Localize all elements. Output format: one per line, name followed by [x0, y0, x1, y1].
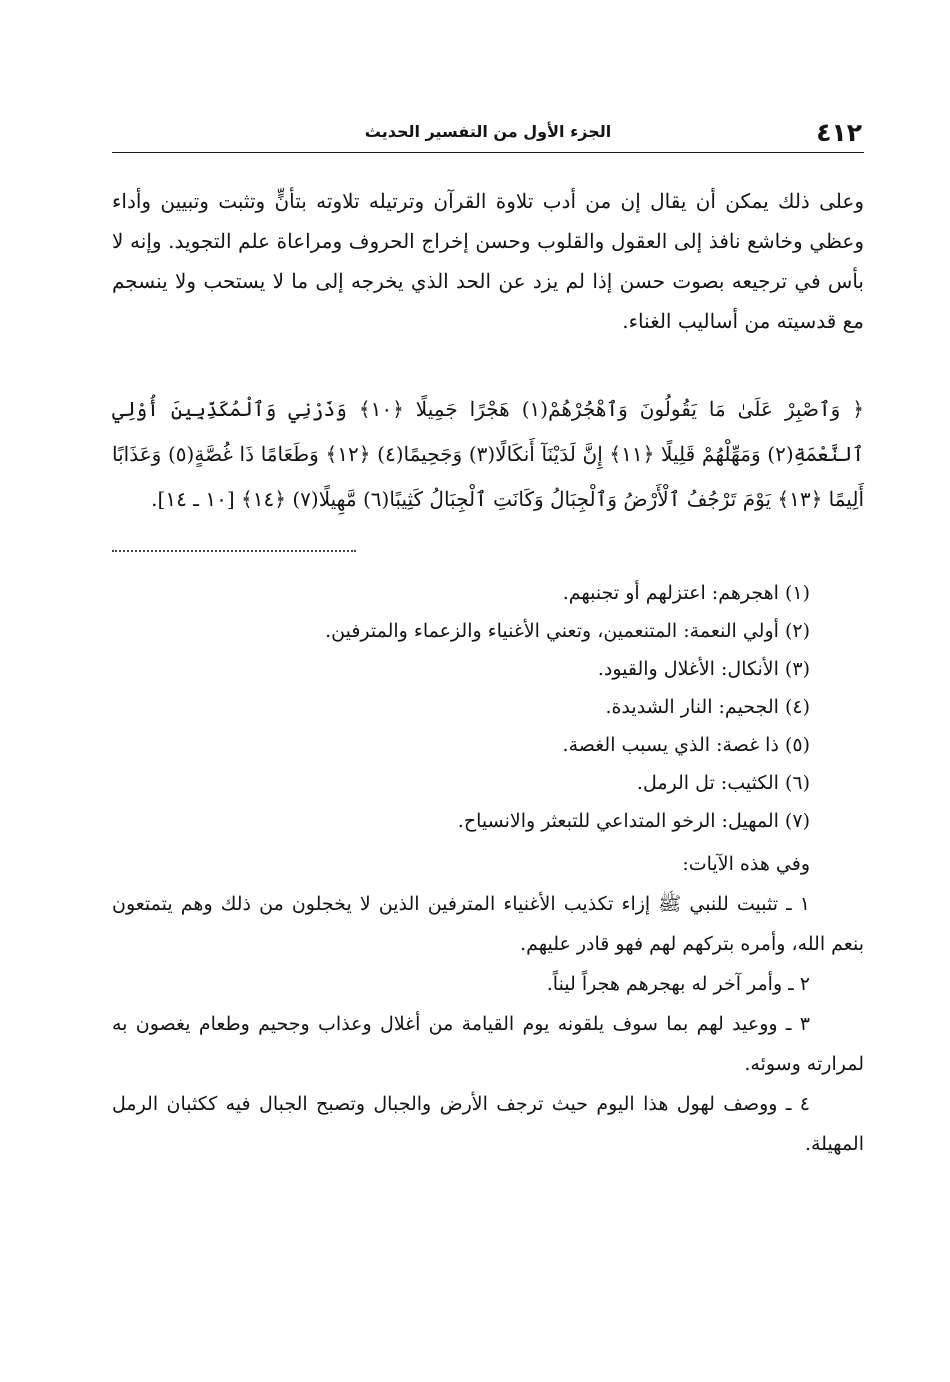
- footnote-item: (٦) الكثيب: تل الرمل.: [636, 772, 810, 794]
- point-item: ٣ ـ ووعيد لهم بما سوف يلقونه يوم القيامة من أغلال وعذاب وجحيم وطعام يغصون به لمرارته وسوئه.: [112, 1013, 864, 1075]
- running-title: الجزء الأول من التفسير الحديث: [364, 122, 612, 141]
- footnote-item: (٢) أولي النعمة: المتنعمين، وتعني الأغنياء والزعماء والمترفين.: [325, 620, 810, 642]
- quran-verse-block: ﴿ وَٱصْبِرْ عَلَىٰ مَا يَقُولُونَ وَٱهْجُرْهُمْ(١) هَجْرًا جَمِيلًا ﴿١٠﴾ وَذَرْنِي وَٱلْمُكَذِّبِينَ أُوْلِي ٱلنَّعْمَةِ(٢) وَمَهِّلْهُمْ قَلِيلًا ﴿١١﴾ إِنَّ لَدَيْنَآ أَنكَالًا(٣) وَجَحِيمًا(٤) ﴿١٢﴾ وَطَعَامًا ذَا غُصَّةٍ(٥) وَعَذَابًا أَلِيمًا ﴿١٣﴾ يَوْمَ تَرْجُفُ ٱلْأَرْضُ وَٱلْجِبَالُ وَكَانَتِ ٱلْجِبَالُ كَثِيبًا(٦) مَّهِيلًا(٧) ﴿١٤﴾ [١٠ ـ ١٤].: [112, 397, 865, 511]
- page-header: [112, 108, 864, 153]
- footnote-separator: [112, 550, 356, 552]
- points-list: [112, 884, 864, 1164]
- intro-paragraph: وعلى ذلك يمكن أن يقال إن من أدب تلاوة القرآن وترتيله تلاوته بتأنٍّ وتثبت وتبيين وأداء وعظي وخاشع نافذ إلى العقول والقلوب وحسن إخراج الحروف ومراعاة علم التجويد. وإنه لا بأس في ترجيعه بصوت حسن إذا لم يزد عن الحد الذي يخرجه إلى ما لا يستحب ولا ينسجم مع قدسيته من أساليب الغناء.: [112, 189, 864, 333]
- footnotes: [112, 574, 864, 840]
- footnote-item: (٥) ذا غصة: الذي يسبب الغصة.: [562, 734, 810, 756]
- point-item: ١ ـ تثبيت للنبي ﷺ إزاء تكذيب الأغنياء المترفين الذين لا يخجلون من ذلك وهم يتمتعون بنعم الله، وأمره بتركهم لهم فهو قادر عليهم.: [112, 893, 864, 955]
- book-page: [112, 108, 864, 1164]
- point-item: ٢ ـ وأمر آخر له بهجرهم هجراً ليناً.: [546, 973, 810, 995]
- footnote-item: (٤) الجحيم: النار الشديدة.: [605, 696, 810, 718]
- point-item: ٤ ـ ووصف لهول هذا اليوم حيث ترجف الأرض والجبال وتصبح الجبال فيه ككثبان الرمل المهيلة.: [112, 1093, 864, 1155]
- points-lead-in: وفي هذه الآيات:: [682, 853, 810, 875]
- footnote-item: (١) اهجرهم: اعتزلهم أو تجنبهم.: [562, 582, 810, 604]
- page-number: ٤١٢: [816, 118, 862, 147]
- footnote-item: (٣) الأنكال: الأغلال والقيود.: [597, 658, 810, 680]
- footnote-item: (٧) المهيل: الرخو المتداعي للتبعثر والانسياح.: [457, 810, 810, 832]
